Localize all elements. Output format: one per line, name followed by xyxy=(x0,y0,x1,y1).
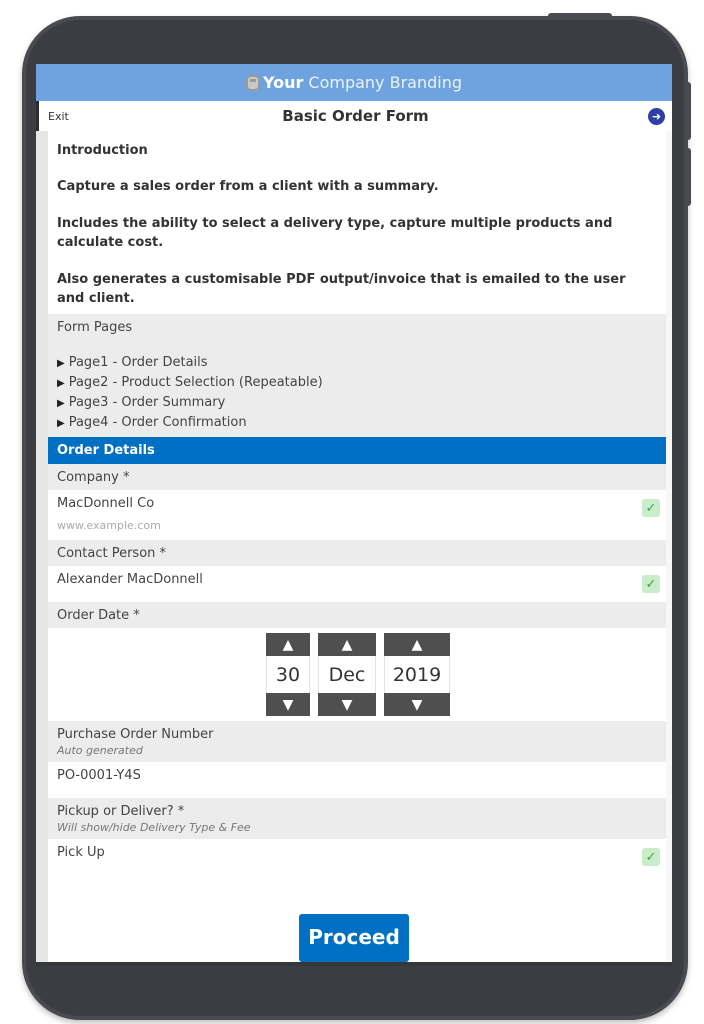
proceed-button[interactable]: Proceed xyxy=(299,914,409,962)
company-field[interactable] xyxy=(48,490,666,540)
month-value: Dec xyxy=(318,656,376,693)
form-page-item xyxy=(57,353,657,373)
form-content[interactable] xyxy=(36,131,672,962)
triangle-right-icon: ▶ xyxy=(57,418,65,429)
contact-person-value: Alexander MacDonnell xyxy=(57,572,203,587)
po-number-value: PO-0001-Y4S xyxy=(57,768,141,783)
year-spinner[interactable] xyxy=(384,633,450,716)
order-date-label-text: Order Date * xyxy=(57,608,140,623)
form-page-label: Page4 - Order Confirmation xyxy=(68,415,247,430)
contact-person-label-text: Contact Person * xyxy=(57,546,167,561)
form-page-label: Page2 - Product Selection (Repeatable) xyxy=(68,375,323,390)
form-pages-list xyxy=(48,314,666,437)
order-date-picker xyxy=(48,628,666,721)
day-up-arrow-icon[interactable]: ▲ xyxy=(266,633,310,656)
valid-check-icon: ✓ xyxy=(642,575,660,593)
form-page-label: Page1 - Order Details xyxy=(68,355,208,370)
order-date-label xyxy=(48,602,666,628)
form-page-item xyxy=(57,413,657,433)
tablet-power-button xyxy=(548,13,612,18)
po-number-field[interactable] xyxy=(48,762,666,798)
po-number-label xyxy=(48,721,666,762)
valid-check-icon: ✓ xyxy=(642,499,660,517)
tablet-volume-up-button xyxy=(686,82,691,140)
month-down-arrow-icon[interactable]: ▼ xyxy=(318,693,376,716)
branding-text: Company Branding xyxy=(308,73,462,92)
company-label xyxy=(48,464,666,490)
day-spinner[interactable] xyxy=(266,633,310,716)
triangle-right-icon: ▶ xyxy=(57,358,65,369)
form-page-item xyxy=(57,373,657,393)
form-page-label: Page3 - Order Summary xyxy=(68,395,226,410)
po-number-hint: Auto generated xyxy=(57,744,143,757)
valid-check-icon: ✓ xyxy=(642,848,660,866)
triangle-right-icon: ▶ xyxy=(57,378,65,389)
company-website-placeholder[interactable]: www.example.com xyxy=(57,519,161,532)
year-value: 2019 xyxy=(384,656,450,693)
po-number-label-text: Purchase Order Number xyxy=(57,727,214,742)
intro-line: Includes the ability to select a delivery type, capture multiple products and calculate cost. xyxy=(57,216,613,250)
triangle-right-icon: ▶ xyxy=(57,398,65,409)
contact-person-label xyxy=(48,540,666,566)
intro-line: Capture a sales order from a client with a summary. xyxy=(57,179,439,194)
branding-bar xyxy=(36,64,672,101)
exit-button[interactable]: Exit xyxy=(48,109,69,123)
pickup-deliver-label xyxy=(48,798,666,839)
pickup-deliver-label-text: Pickup or Deliver? * xyxy=(57,804,185,819)
company-value: MacDonnell Co xyxy=(57,496,155,511)
form-title-bar xyxy=(36,101,672,131)
next-arrow-icon[interactable]: ➜ xyxy=(648,108,665,125)
year-up-arrow-icon[interactable]: ▲ xyxy=(384,633,450,656)
month-spinner[interactable] xyxy=(318,633,376,716)
screen-bottom-edge xyxy=(36,962,672,966)
form-panel xyxy=(48,131,666,962)
page-title: Basic Order Form xyxy=(282,107,429,125)
year-down-arrow-icon[interactable]: ▼ xyxy=(384,693,450,716)
intro-line: Also generates a customisable PDF output/invoice that is emailed to the user and client. xyxy=(57,272,626,306)
intro-section xyxy=(48,131,666,314)
branding-bold: Your xyxy=(263,73,304,92)
pickup-deliver-value: Pick Up xyxy=(57,845,105,860)
form-page-item xyxy=(57,393,657,413)
day-down-arrow-icon[interactable]: ▼ xyxy=(266,693,310,716)
month-up-arrow-icon[interactable]: ▲ xyxy=(318,633,376,656)
section-header-order-details: Order Details xyxy=(48,437,666,464)
company-label-text: Company * xyxy=(57,470,130,485)
intro-heading: Introduction xyxy=(57,143,148,158)
pickup-deliver-hint: Will show/hide Delivery Type & Fee xyxy=(57,821,251,834)
tablet-volume-down-button xyxy=(686,148,691,206)
day-value: 30 xyxy=(266,656,310,693)
proceed-container xyxy=(36,914,672,962)
logo-icon xyxy=(246,75,260,91)
form-pages-label: Form Pages xyxy=(57,320,133,335)
app-screen xyxy=(36,64,672,962)
contact-person-field[interactable] xyxy=(48,566,666,602)
